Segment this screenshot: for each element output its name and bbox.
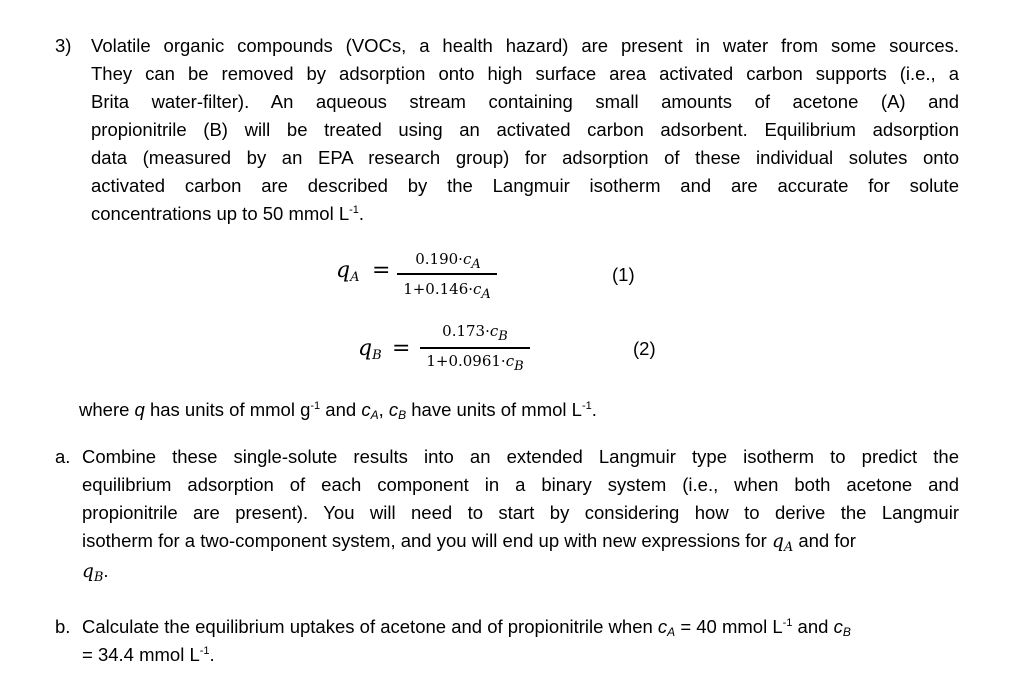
question-line-6: activated carbon are described by the Langmuir isotherm and are accurate for solute xyxy=(91,175,959,196)
part-b-label: b. xyxy=(55,616,71,637)
eq1-fraction-bar xyxy=(397,273,497,275)
question-line-7: concentrations up to 50 mmol $L^{-1}$. xyxy=(91,203,365,224)
eq2-fraction-bar xyxy=(420,347,530,349)
part-a-line-1: Combine these single-solute results into an extended Langmuir type isotherm to predict the xyxy=(82,446,959,467)
part-a-line-4: isotherm for a two-component system, and you will end up with new expressions for $q_A$ and for xyxy=(82,530,856,555)
part-b-line-1: Calculate the equilibrium uptakes of acetone and of propionitrile when cA = 40 mmol $L^{-1}$ and cB xyxy=(82,616,851,639)
eq1-lhs: qA xyxy=(336,258,360,285)
question-line-3: Brita water-filter). An aqueous stream containing small amounts of acetone (A) and xyxy=(91,91,959,112)
eq2-label: (2) xyxy=(633,338,656,359)
question-line-1: Volatile organic compounds (VOCs, a health hazard) are present in water from some sources. xyxy=(91,35,959,56)
eq1-numerator: 0.190·cA xyxy=(415,250,481,272)
eq2-equals: = xyxy=(392,336,411,361)
eq1-denominator: 1+0.146·cA xyxy=(403,280,491,302)
eq2-denominator: 1+0.0961·cB xyxy=(426,352,524,374)
eq2-lhs: qB xyxy=(358,336,382,363)
question-line-2: They can be removed by adsorption onto high surface area activated carbon supports (i.e., a xyxy=(91,63,959,84)
eq1-label: (1) xyxy=(612,264,635,285)
units-note: where q has units of mmol $g^{-1}$ and cA, cB have units of mmol $L^{-1}$. xyxy=(79,399,597,422)
eq2-numerator: 0.173·cB xyxy=(442,322,508,344)
part-a-line-2: equilibrium adsorption of each component in a binary system (i.e., when both acetone and xyxy=(82,474,959,495)
question-number: 3) xyxy=(55,35,72,56)
part-a-line-5: $q_B$. xyxy=(82,560,109,585)
part-a-label: a. xyxy=(55,446,71,467)
question-line-5: data (measured by an EPA research group) for adsorption of these individual solutes onto xyxy=(91,147,959,168)
part-a-line-3: propionitrile are present). You will need to start by considering how to derive the Langmuir xyxy=(82,502,959,523)
question-line-4: propionitrile (B) will be treated using an activated carbon adsorbent. Equilibrium adsorption xyxy=(91,119,959,140)
eq1-equals: = xyxy=(372,258,391,283)
part-b-line-2: = 34.4 mmol $L^{-1}$. xyxy=(82,644,215,665)
